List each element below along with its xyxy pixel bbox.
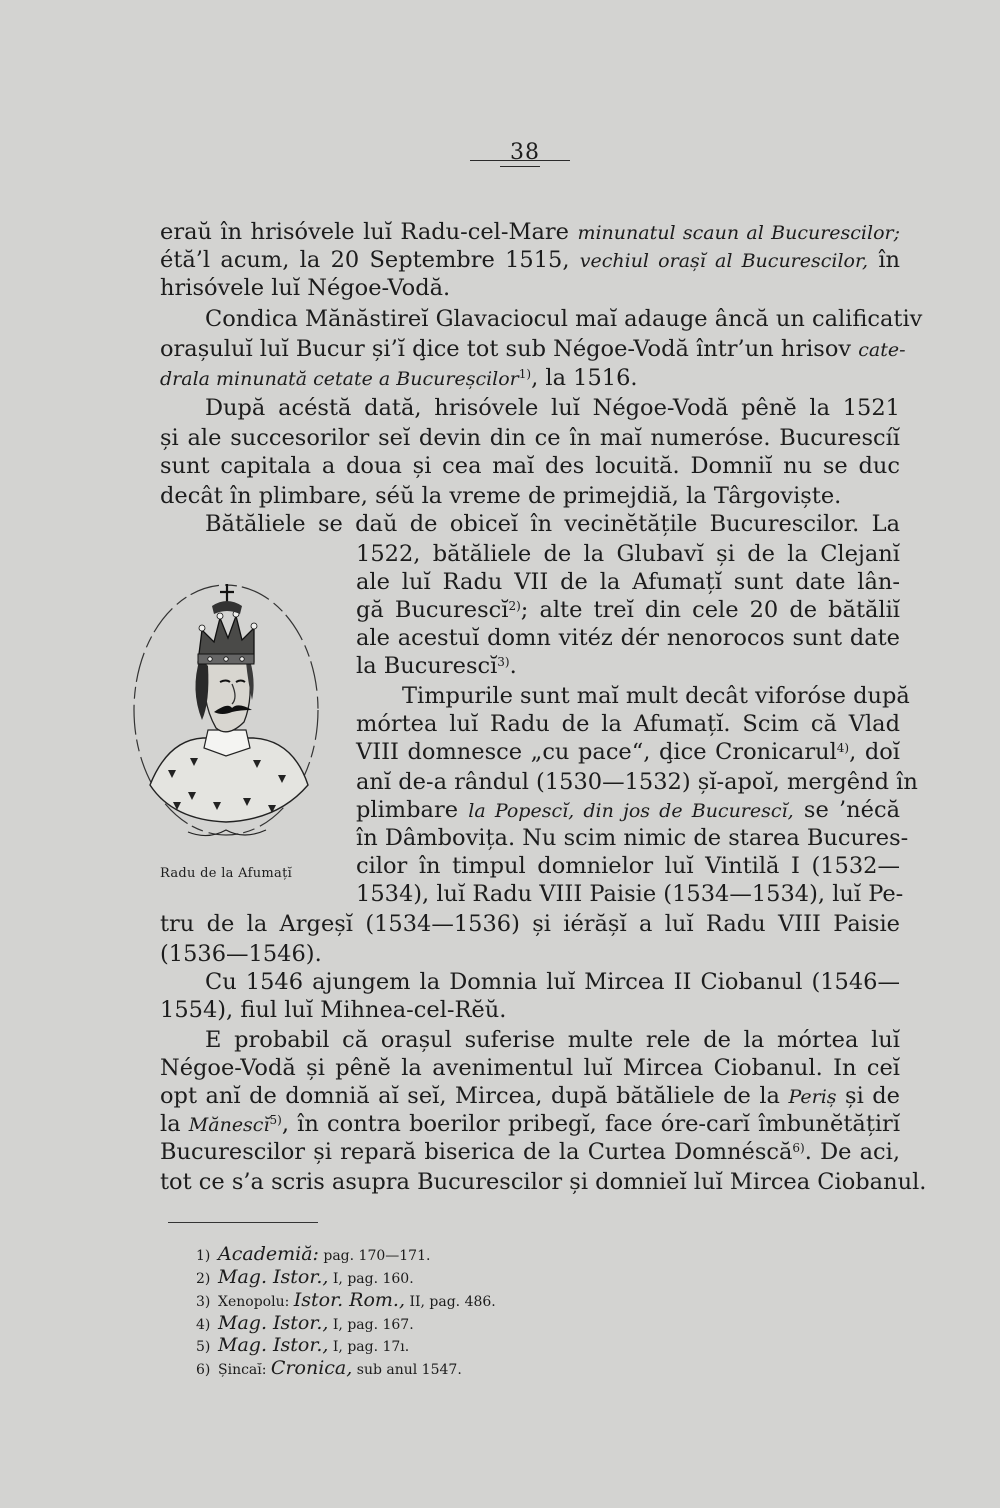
- footnote-divider: [168, 1222, 318, 1223]
- text-line: [356, 540, 900, 568]
- text-run: étă’l acum, la 20 Septembre 1515,: [160, 247, 580, 273]
- text-line: [205, 394, 900, 422]
- text-run: E probabil că orașul suferise multe rele de la mórtea luĭ: [205, 1027, 900, 1053]
- text-line: [160, 218, 900, 247]
- text-run: cate-: [858, 339, 906, 361]
- text-line: [356, 568, 900, 596]
- text-line: [205, 305, 923, 333]
- text-run: la Bucurescĭ: [356, 653, 498, 679]
- text-run: la: [160, 1111, 189, 1137]
- text-run: Mănescĭ: [188, 1114, 270, 1136]
- text-run: Condica Mănăstireĭ Glavaciocul maĭ adauge âncă un calificativ: [205, 306, 923, 332]
- text-line: [160, 1082, 900, 1111]
- text-line: [205, 1026, 900, 1054]
- text-line: [160, 910, 900, 938]
- text-run: Bătăliele se daŭ de obiceĭ în vecinĕtățile Bucurescilor. La: [205, 511, 900, 537]
- footnote-number: 5): [196, 1339, 211, 1355]
- text-line: [356, 710, 900, 738]
- text-line: [356, 880, 904, 908]
- text-line: [160, 364, 900, 393]
- text-run: Șincaĭ:: [218, 1362, 271, 1378]
- text-run: Mag. Istor.,: [218, 1312, 329, 1334]
- text-line: [160, 246, 900, 275]
- text-run: în: [868, 247, 901, 273]
- text-run: , la 1516.: [531, 365, 638, 391]
- text-run: la Popescĭ, din jos de Bucurescĭ,: [468, 800, 794, 822]
- text-line: [356, 652, 900, 680]
- text-run: Academiă:: [218, 1243, 319, 1265]
- text-run: 4): [836, 741, 850, 755]
- text-run: orașuluĭ luĭ Bucur și’ĭ ḑice tot sub Négoe-Vodă într’un hrisov: [160, 336, 859, 362]
- footnote-number: 1): [196, 1248, 211, 1264]
- text-line: [356, 796, 900, 825]
- text-run: , în contra boerilor pribegĭ, face óre-carĭ îmbunĕtățirĭ: [281, 1111, 901, 1137]
- text-run: I, pag. 167.: [328, 1317, 414, 1333]
- page-number-rule-bottom: [500, 166, 540, 167]
- footnote: [196, 1312, 414, 1335]
- text-line: [160, 1110, 900, 1139]
- text-run: 1534), luĭ Radu VIII Paisie (1534—1534), luĭ Pe-: [356, 881, 904, 907]
- text-run: . De aci,: [804, 1139, 900, 1165]
- text-line: [356, 852, 900, 880]
- text-run: I, pag. 17ı.: [328, 1339, 410, 1355]
- text-line: [356, 824, 909, 852]
- text-run: 1): [518, 367, 532, 381]
- text-run: sunt capitala a doua și cea maĭ des locuită. Domniĭ nu se duc: [160, 453, 900, 479]
- text-run: și de: [836, 1083, 900, 1109]
- text-run: , doĭ: [849, 739, 901, 765]
- text-run: II, pag. 486.: [405, 1294, 496, 1310]
- text-run: Periș: [788, 1086, 837, 1108]
- text-run: Mag. Istor.,: [218, 1334, 329, 1356]
- text-run: tot ce s’a scris asupra Bucurescilor și domnieĭ luĭ Mircea Ciobanul.: [160, 1169, 927, 1195]
- portrait-engraving: [128, 570, 324, 854]
- text-run: ; alte treĭ din cele 20 de bătăliĭ: [520, 597, 900, 623]
- text-line: [402, 682, 910, 710]
- text-run: anĭ de-a rândul (1530—1532) șĭ-apoĭ, mergênd în: [356, 769, 918, 795]
- text-run: 1554), fiul luĭ Mihnea-cel-Rĕŭ.: [160, 997, 507, 1023]
- text-line: [205, 510, 900, 538]
- text-run: Xenopolu:: [218, 1294, 294, 1310]
- footnote: [196, 1334, 410, 1357]
- text-run: ale luĭ Radu VII de la Afumațĭ sunt date lân-: [356, 569, 900, 595]
- text-line: [356, 624, 900, 652]
- text-line: [160, 452, 900, 480]
- text-run: (1536—1546).: [160, 941, 322, 967]
- text-run: drala minunată cetate a Bucureșcilor: [160, 368, 519, 390]
- text-run: eraŭ în hrisóvele luĭ Radu-cel-Mare: [160, 219, 578, 245]
- portrait-caption: Radu de la Afumațĭ: [160, 866, 293, 881]
- text-line: [160, 940, 900, 968]
- text-run: decât în plimbare, séŭ la vreme de primejdiă, la Târgoviște.: [160, 483, 842, 509]
- text-run: I, pag. 160.: [328, 1271, 414, 1287]
- text-line: [160, 335, 906, 364]
- text-line: [160, 996, 900, 1024]
- footnote-number: 2): [196, 1271, 211, 1287]
- footnote-number: 4): [196, 1317, 211, 1333]
- text-line: [160, 1138, 900, 1166]
- text-run: vechiul orașĭ al Bucurescilor,: [579, 250, 869, 272]
- text-run: Cu 1546 ajungem la Domnia luĭ Mircea II Ciobanul (1546—: [205, 969, 900, 995]
- text-run: După acéstă dată, hrisóvele luĭ Négoe-Vodă pênĕ la 1521: [205, 395, 900, 421]
- text-run: Istor. Rom.,: [293, 1289, 405, 1311]
- text-run: opt anĭ de domniă aĭ seĭ, Mircea, după bătăliele de la: [160, 1083, 789, 1109]
- text-run: Négoe-Vodă și pênĕ la avenimentul luĭ Mircea Ciobanul. In ceĭ: [160, 1055, 900, 1081]
- text-run: se ’nécă: [793, 797, 901, 823]
- text-run: .: [509, 653, 517, 679]
- text-run: Cronica,: [270, 1357, 353, 1379]
- text-run: 2): [508, 599, 521, 613]
- text-line: [160, 1168, 927, 1196]
- text-run: plimbare: [356, 797, 469, 823]
- text-line: [160, 482, 900, 510]
- text-run: Mag. Istor.,: [218, 1266, 329, 1288]
- footnote: [196, 1266, 414, 1289]
- text-run: cilor în timpul domnielor luĭ Vintilă I (1532—: [356, 853, 900, 879]
- page-number: 38: [510, 140, 540, 165]
- text-run: VIII domnesce „cu pace“, ḑice Cronicarul: [356, 739, 837, 765]
- text-run: sub anul 1547.: [352, 1362, 462, 1378]
- text-run: 6): [792, 1141, 805, 1155]
- text-run: tru de la Argeșĭ (1534—1536) și iérășĭ a luĭ Radu VIII Paisie: [160, 911, 900, 937]
- footnote: [196, 1243, 431, 1266]
- text-run: 1522, bătăliele de la Glubavĭ și de la Clejanĭ: [356, 541, 900, 567]
- text-run: mórtea luĭ Radu de la Afumațĭ. Scim că Vlad: [356, 711, 900, 737]
- text-line: [160, 274, 900, 302]
- footnote: [196, 1357, 462, 1380]
- text-run: și ale succesorilor seĭ devin din ce în maĭ numeróse. Bucurescíĭ: [160, 425, 900, 451]
- text-run: Bucurescilor și repară biserica de la Curtea Domnéscă: [160, 1139, 793, 1165]
- text-line: [356, 768, 918, 796]
- text-line: [205, 968, 900, 996]
- text-run: Timpurile sunt maĭ mult decât viforóse după: [402, 683, 910, 709]
- text-run: ale acestuĭ domn vitéz dér nenorocos sunt date: [356, 625, 900, 651]
- text-run: hrisóvele luĭ Négoe-Vodă.: [160, 275, 451, 301]
- footnote: [196, 1289, 496, 1312]
- footnote-number: 6): [196, 1362, 211, 1378]
- footnote-number: 3): [196, 1294, 211, 1310]
- text-line: [356, 738, 900, 766]
- text-run: pag. 170—171.: [318, 1248, 431, 1264]
- text-run: 3): [497, 655, 510, 669]
- text-run: în Dâmbovița. Nu scim nimic de starea Bucures-: [356, 825, 909, 851]
- text-line: [160, 424, 900, 452]
- text-run: 5): [269, 1113, 282, 1127]
- text-run: gă Bucurescĭ: [356, 597, 509, 623]
- text-line: [160, 1054, 900, 1082]
- text-run: minunatul scaun al Bucurescilor;: [577, 222, 900, 244]
- text-line: [356, 596, 900, 624]
